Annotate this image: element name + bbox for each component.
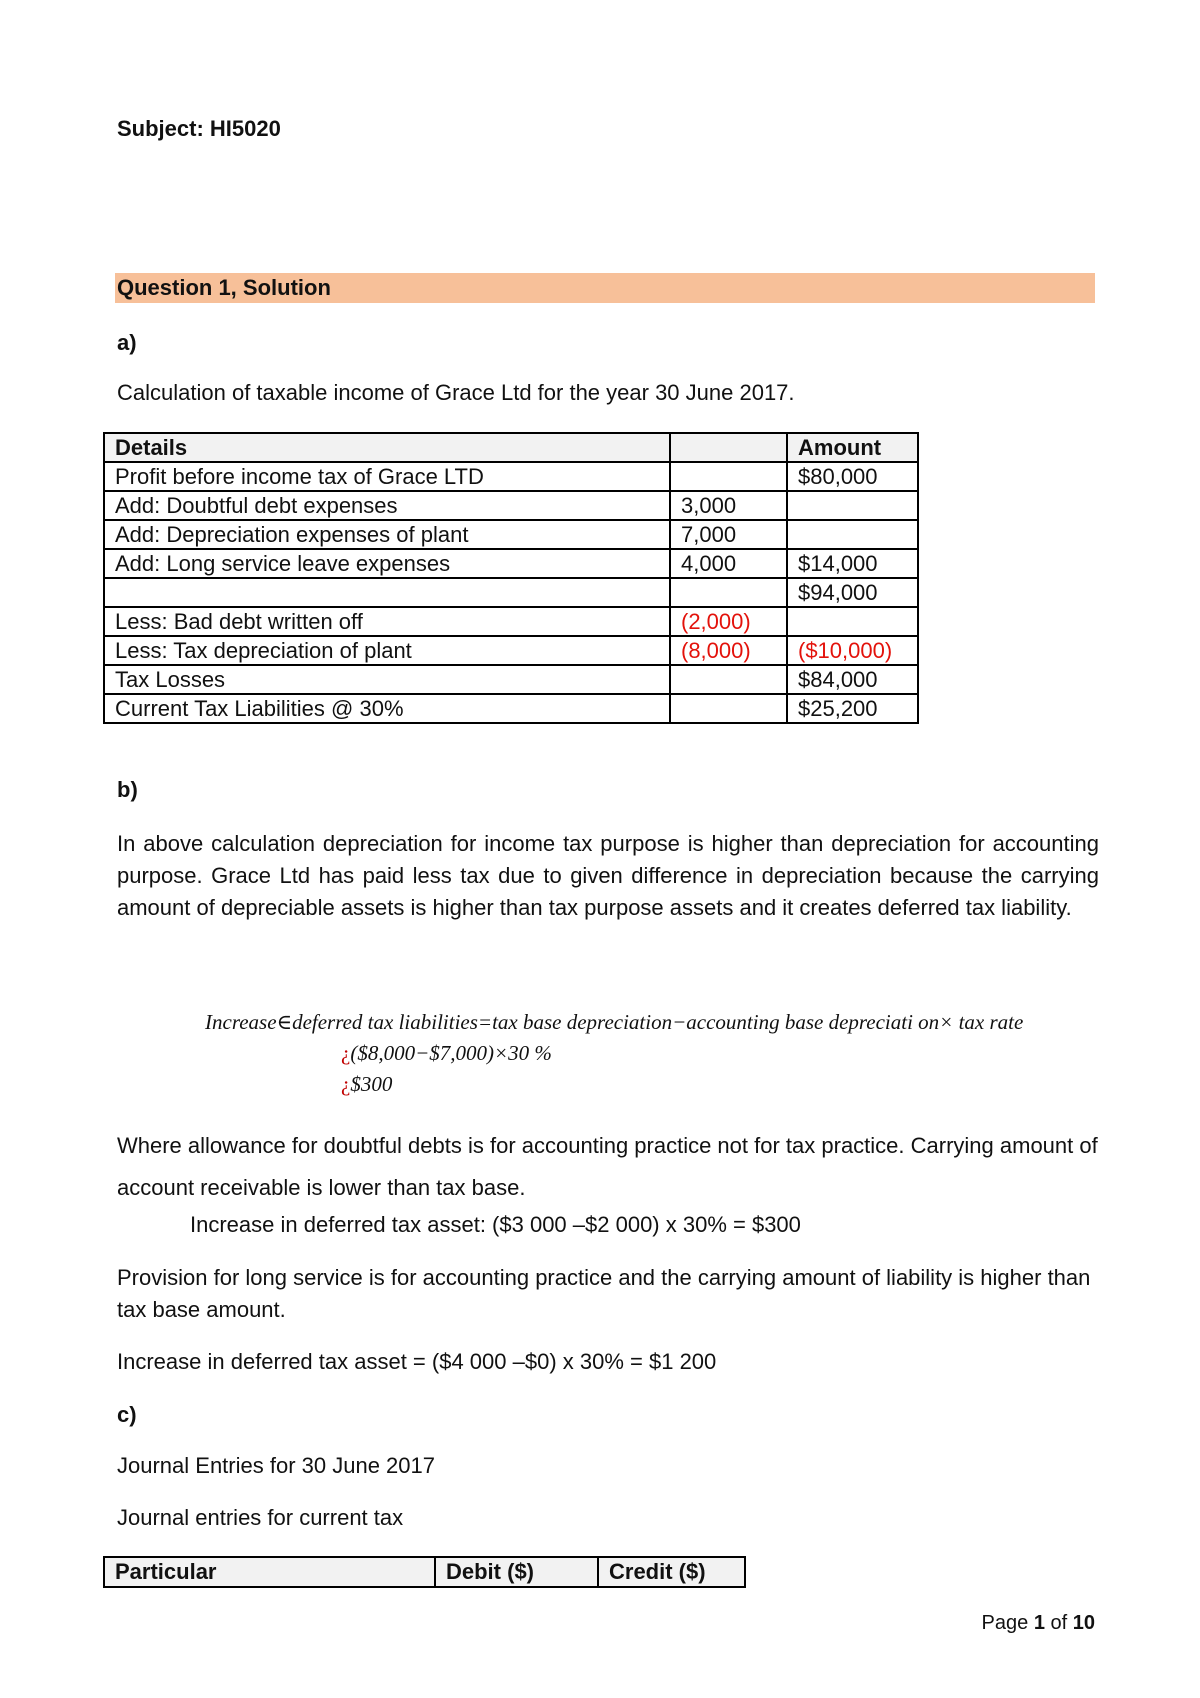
journal-title: Journal Entries for 30 June 2017 [117, 1453, 435, 1478]
formula-line-2-text: ($8,000−$7,000)×30 % [350, 1041, 552, 1065]
table-cell: ($10,000) [787, 636, 918, 665]
part-a-label: a) [117, 330, 137, 355]
table-cell: Tax Losses [104, 665, 670, 694]
question-heading: Question 1, Solution [115, 273, 1095, 303]
journal-entries-table [103, 1556, 746, 1588]
table-cell: Add: Doubtful debt expenses [104, 491, 670, 520]
table-cell [670, 665, 787, 694]
formula-line-3 [341, 1072, 392, 1097]
formula-mark: ¿ [341, 1041, 351, 1065]
taxable-income-table [103, 432, 919, 724]
table-cell: Profit before income tax of Grace LTD [104, 462, 670, 491]
table-cell [787, 520, 918, 549]
table-cell: $80,000 [787, 462, 918, 491]
dta-doubtful-debts: Increase in deferred tax asset: ($3 000 –$2 000) x 30% = $300 [190, 1212, 801, 1237]
table-row [104, 578, 918, 607]
journal-header-debit: Debit ($) [435, 1557, 598, 1587]
table-cell: (2,000) [670, 607, 787, 636]
formula-mark: ¿ [341, 1072, 351, 1096]
page-footer [982, 1612, 1095, 1635]
table-cell: $84,000 [787, 665, 918, 694]
table-row [104, 636, 918, 665]
table-cell [670, 578, 787, 607]
table-cell: 3,000 [670, 491, 787, 520]
formula-line-2 [341, 1041, 552, 1066]
table-cell: $25,200 [787, 694, 918, 723]
table-row [104, 520, 918, 549]
table-row [104, 665, 918, 694]
table-cell: Current Tax Liabilities @ 30% [104, 694, 670, 723]
table-header-row [104, 433, 918, 462]
table-cell: $94,000 [787, 578, 918, 607]
long-service-paragraph: Provision for long service is for accounting practice and the carrying amount of liability is higher than tax base amount. [117, 1265, 1091, 1322]
table-row [104, 462, 918, 491]
table-row [104, 694, 918, 723]
subject-line: Subject: HI5020 [117, 116, 281, 141]
part-a-intro: Calculation of taxable income of Grace Ltd for the year 30 June 2017. [117, 380, 795, 405]
formula-line-1: Increase∈deferred tax liabilities=tax base depreciation−accounting base depreciati on× tax rate [205, 1010, 1024, 1034]
table-header-cell: Amount [787, 433, 918, 462]
of-word: of [1050, 1612, 1068, 1634]
journal-subtitle: Journal entries for current tax [117, 1505, 404, 1530]
doubtful-debts-paragraph: Where allowance for doubtful debts is for accounting practice not for tax practice. Carrying amount of account receivable is lower than tax base. [117, 1133, 1098, 1200]
table-cell: Add: Long service leave expenses [104, 549, 670, 578]
dta-long-service: Increase in deferred tax asset = ($4 000 –$0) x 30% = $1 200 [117, 1349, 717, 1374]
table-cell: $14,000 [787, 549, 918, 578]
table-row [104, 549, 918, 578]
table-header-cell: Details [104, 433, 670, 462]
part-b-label: b) [117, 777, 138, 802]
table-cell: 4,000 [670, 549, 787, 578]
formula-line-3-text: $300 [350, 1072, 393, 1096]
journal-header-credit: Credit ($) [598, 1557, 745, 1587]
page-number: 1 [1033, 1612, 1045, 1634]
total-pages: 10 [1072, 1612, 1095, 1634]
table-row [104, 607, 918, 636]
table-cell [787, 491, 918, 520]
table-cell [787, 607, 918, 636]
table-cell: Add: Depreciation expenses of plant [104, 520, 670, 549]
table-cell: (8,000) [670, 636, 787, 665]
table-header-cell [670, 433, 787, 462]
table-row [104, 491, 918, 520]
table-cell: Less: Tax depreciation of plant [104, 636, 670, 665]
table-cell [670, 462, 787, 491]
journal-header-particular: Particular [104, 1557, 435, 1587]
part-c-label: c) [117, 1402, 137, 1427]
page-word: Page [981, 1612, 1029, 1634]
table-cell: 7,000 [670, 520, 787, 549]
table-cell: Less: Bad debt written off [104, 607, 670, 636]
table-cell [104, 578, 670, 607]
part-b-paragraph: In above calculation depreciation for income tax purpose is higher than depreciation for accounting purpose. Grace Ltd has paid less tax due to given difference in depreciation because the carrying amount of depreciable assets is higher than tax purpose assets and it creates deferred tax liability. [117, 831, 1099, 920]
table-cell [670, 694, 787, 723]
